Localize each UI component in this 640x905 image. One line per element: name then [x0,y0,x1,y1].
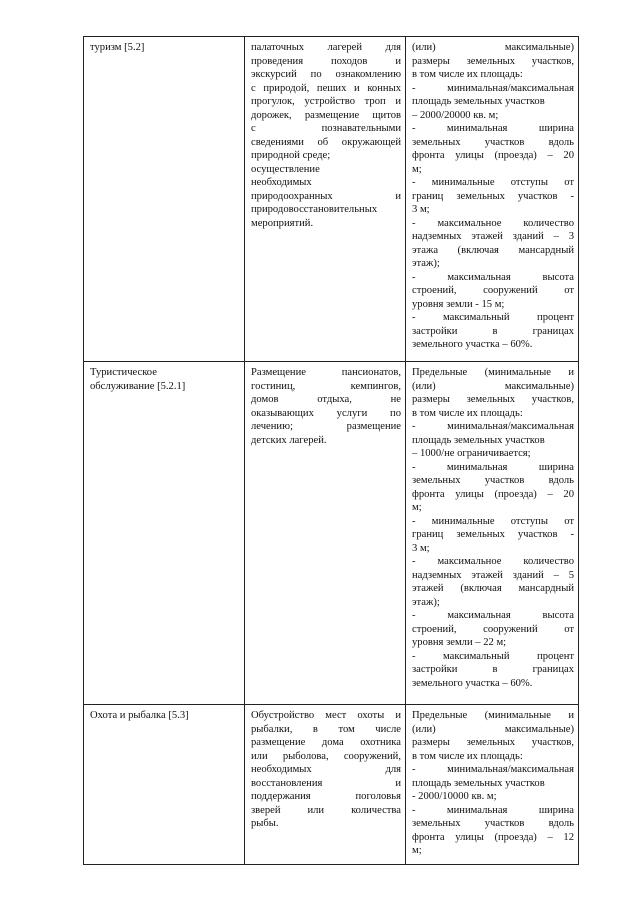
text-line: застройки в границах [412,325,574,337]
text-line: уровня земли - 15 м; [412,298,505,310]
text-line: с природой, пеших и конных [251,82,401,94]
text-line: площадь земельных участков [412,777,545,789]
table-row [84,705,579,865]
use-type-name: туризм [5.2] [90,42,145,53]
text-line: - минимальная ширина [412,461,574,473]
text-line: размещение дома охотника [251,737,401,748]
text-line: или рыболова, сооружений, [251,750,401,762]
text-line: фронта улицы (проезда) – 20 [412,150,574,161]
text-line: оказывающих услуги по [251,407,401,419]
text-line: - минимальная ширина [412,804,574,816]
use-description [251,709,401,831]
text-line: размеры земельных участков, [412,55,574,67]
use-description-cell [245,705,406,865]
text-line: дорожек, размещение щитов [251,109,401,121]
text-line: границ земельных участков - [412,190,574,202]
text-line: рыбалки, в том числе [251,723,401,735]
text-line: необходимых [251,177,312,188]
text-line: этаж); [412,596,440,608]
use-type-cell [84,362,245,705]
text-line: 3 м; [412,542,430,554]
table-row [84,362,579,705]
text-line: домов отдыха, не [251,394,401,405]
text-line: - максимальное количество [412,556,574,567]
text-line: детских лагерей. [251,434,327,446]
text-line: земельных участков вдоль [412,818,574,829]
text-line: - максимальная высота [412,271,574,283]
text-line: площадь земельных участков [412,96,545,107]
text-line: - максимальный процент [412,650,574,662]
text-line: поддержания поголовья [251,791,401,802]
text-line: (или) максимальные) [412,380,574,392]
text-line: (или) максимальные) [412,723,574,735]
use-params-cell [406,37,579,362]
text-line: в том числе их площадь: [412,407,523,419]
text-line: - 2000/10000 кв. м; [412,791,497,802]
text-line: Предельные (минимальные и [412,710,574,721]
use-params [412,709,574,858]
text-line: м; [412,502,422,513]
text-line: - минимальная/максимальная [412,421,574,432]
text-line: площадь земельных участков [412,434,545,446]
text-line: - максимальный процент [412,312,574,323]
text-line: уровня земли – 22 м; [412,637,507,648]
use-description [251,366,401,447]
text-line: Размещение пансионатов, [251,367,401,378]
use-params-cell [406,362,579,705]
text-line: рыбы. [251,818,279,829]
use-description-cell [245,362,406,705]
text-line: земельных участков вдоль [412,136,574,148]
text-line: природной среде; [251,150,331,161]
use-params-cell [406,705,579,865]
text-line: надземных этажей зданий – 5 [412,569,574,581]
text-line: мероприятий. [251,217,314,229]
use-type-cell [84,705,245,865]
text-line: - минимальные отступы от [412,515,574,527]
text-line: земельных участков вдоль [412,475,574,486]
text-line: этаж); [412,258,440,269]
text-line: земельного участка – 60%. [412,339,533,350]
use-type-name: Туристическое обслуживание [5.2.1] [90,367,186,392]
use-description-cell [245,37,406,362]
table-row [84,37,579,362]
text-line: сведениями об окружающей [251,136,401,148]
text-line: палаточных лагерей для [251,42,401,53]
text-line: этажа (включая мансардный [412,244,574,256]
text-line: восстановления и [251,777,401,789]
text-line: - минимальная/максимальная [412,82,574,94]
text-line: природоохранных и [251,190,401,202]
text-line: проведения походов и [251,55,401,67]
use-type-cell [84,37,245,362]
use-type-name: Охота и рыбалка [5.3] [90,710,189,721]
text-line: осуществление [251,163,320,175]
text-line: с познавательными [251,123,401,134]
text-line: размеры земельных участков, [412,737,574,748]
text-line: м; [412,845,422,856]
text-line: - минимальные отступы от [412,177,574,188]
text-line: застройки в границах [412,664,574,675]
text-line: – 1000/не ограничивается; [412,448,531,459]
text-line: зверей или количества [251,804,401,816]
text-line: - минимальная ширина [412,123,574,134]
use-params [412,41,574,352]
text-line: 3 м; [412,204,430,215]
text-line: - минимальная/максимальная [412,764,574,775]
text-line: природовосстановительных [251,204,378,215]
text-line: надземных этажей зданий – 3 [412,231,574,242]
text-line: Предельные (минимальные и [412,367,574,378]
text-line: земельного участка – 60%. [412,677,533,689]
text-line: лечению; размещение [251,421,401,432]
text-line: границ земельных участков - [412,529,574,540]
text-line: – 2000/20000 кв. м; [412,109,499,121]
text-line: фронта улицы (проезда) – 12 [412,831,574,843]
text-line: фронта улицы (проезда) – 20 [412,488,574,500]
use-params [412,366,574,690]
text-line: экскурсий по ознакомлению [251,69,401,80]
text-line: Обустройство мест охоты и [251,710,401,721]
text-line: прогулок, устройство троп и [251,96,401,107]
text-line: гостиниц, кемпингов, [251,380,401,392]
text-line: (или) максимальные) [412,42,574,53]
text-line: строений, сооружений от [412,285,574,296]
use-description [251,41,401,230]
text-line: м; [412,163,422,175]
text-line: - максимальное количество [412,217,574,229]
text-line: этажей (включая мансардный [412,583,574,594]
text-line: строений, сооружений от [412,623,574,635]
text-line: в том числе их площадь: [412,750,523,762]
zoning-table [83,36,579,865]
text-line: в том числе их площадь: [412,69,523,80]
text-line: необходимых для [251,764,401,775]
text-line: - максимальная высота [412,610,574,621]
text-line: размеры земельных участков, [412,394,574,405]
